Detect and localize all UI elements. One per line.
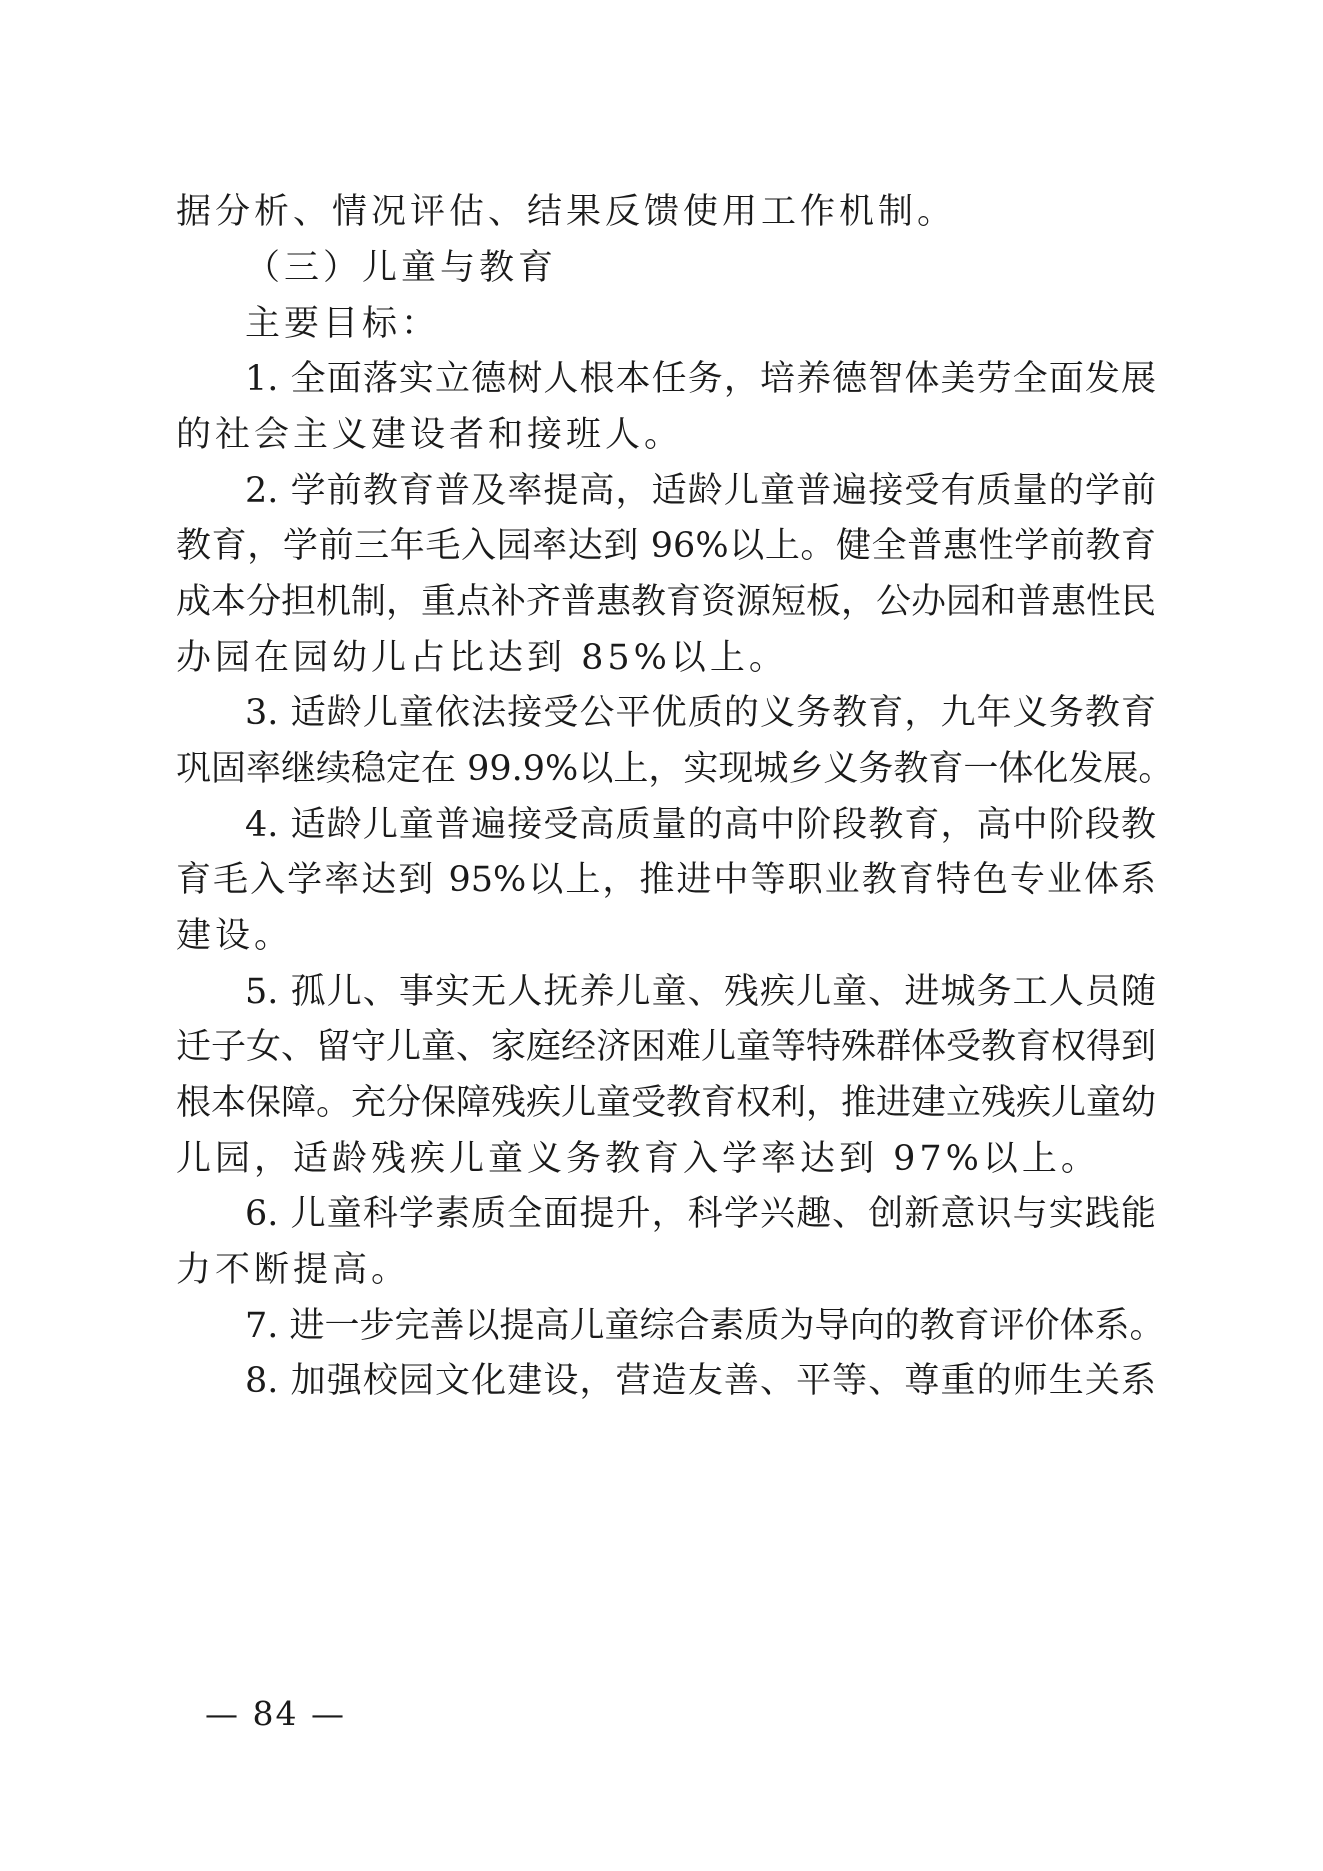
goal-1-line-1: 1. 全面落实立德树人根本任务，培养德智体美劳全面发展 [245,359,1156,399]
goal-5-line-3: 根本保障。充分保障残疾儿童受教育权利，推进建立残疾儿童幼 [176,1083,1157,1123]
goal-1-line-2: 的社会主义建设者和接班人。 [176,415,684,455]
goal-3-line-1: 3. 适龄儿童依法接受公平优质的义务教育，九年义务教育 [245,693,1156,733]
goal-2-line-1: 2. 学前教育普及率提高，适龄儿童普遍接受有质量的学前 [245,471,1156,511]
goal-7-line-1: 7. 进一步完善以提高儿童综合素质为导向的教育评价体系。 [245,1306,1165,1346]
goal-6-line-1: 6. 儿童科学素质全面提升，科学兴趣、创新意识与实践能 [245,1194,1156,1234]
goal-8-line-1: 8. 加强校园文化建设，营造友善、平等、尊重的师生关系 [245,1361,1156,1401]
goal-5-line-2: 迁子女、留守儿童、家庭经济困难儿童等特殊群体受教育权得到 [176,1027,1157,1067]
goal-4-line-1: 4. 适龄儿童普遍接受高质量的高中阶段教育，高中阶段教 [245,805,1156,845]
section-heading: （三）儿童与教育 [245,248,558,288]
goal-5-line-4: 儿园，适龄残疾儿童义务教育入学率达到 97%以上。 [176,1139,1100,1179]
goal-6-line-2: 力不断提高。 [176,1250,411,1290]
goal-4-line-2: 育毛入学率达到 95%以上，推进中等职业教育特色专业体系 [176,860,1156,900]
goal-4-line-3: 建设。 [176,916,294,956]
goal-3-line-2: 巩固率继续稳定在 99.9%以上，实现城乡义务教育一体化发展。 [176,749,1174,789]
goal-2-line-2: 教育，学前三年毛入园率达到 96%以上。健全普惠性学前教育 [176,526,1156,566]
text-line-continuation: 据分析、情况评估、结果反馈使用工作机制。 [176,192,957,232]
goal-5-line-1: 5. 孤儿、事实无人抚养儿童、残疾儿童、进城务工人员随 [245,972,1156,1012]
goal-2-line-3: 成本分担机制，重点补齐普惠教育资源短板，公办园和普惠性民 [176,582,1157,622]
goal-2-line-4: 办园在园幼儿占比达到 85%以上。 [176,638,788,678]
page-number: — 84 — [205,1694,346,1733]
subheading-main-goals: 主要目标： [245,304,441,344]
